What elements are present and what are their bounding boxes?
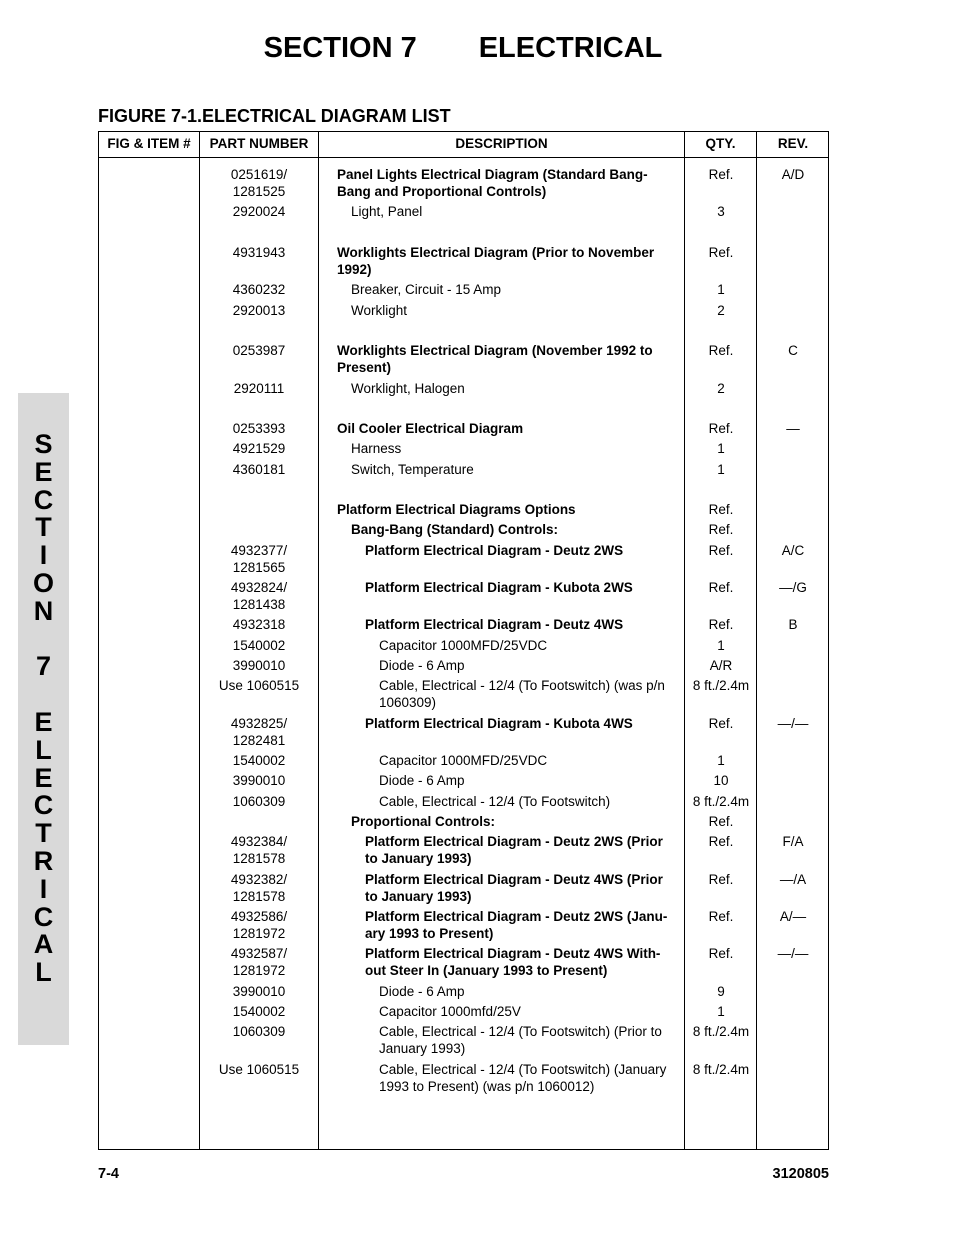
side-tab-letter: I xyxy=(39,540,48,571)
rev-cell: —/— xyxy=(777,946,809,961)
side-tab-letter: T xyxy=(35,818,52,849)
qty-cell: Ref. xyxy=(708,502,734,517)
side-tab-letter: I xyxy=(39,873,48,904)
qty-cell: Ref. xyxy=(708,543,734,558)
part-number-cell: 4360232 xyxy=(232,282,286,297)
description-cell: Cable, Electrical - 12/4 (To Footswitch) (Prior to January 1993) xyxy=(379,1024,662,1056)
part-number-cell: 4931943 xyxy=(232,245,286,260)
side-tab-letter: A xyxy=(33,929,54,960)
qty-cell: Ref. xyxy=(708,167,734,182)
part-number-cell: 1540002 xyxy=(232,638,286,653)
qty-cell: Ref. xyxy=(708,522,734,537)
side-tab-letter: N xyxy=(33,595,54,626)
qty-cell: 1 xyxy=(717,1004,725,1019)
qty-cell: 2 xyxy=(717,303,725,318)
qty-cell: Ref. xyxy=(708,245,734,260)
rev-cell: —/— xyxy=(777,716,809,731)
description-cell: Cable, Electrical - 12/4 (To Footswitch) xyxy=(379,794,611,809)
part-number-cell: 4932377/ 1281565 xyxy=(230,543,288,575)
description-cell: Platform Electrical Diagram - Deutz 4WS xyxy=(365,617,624,632)
part-number-cell: 4360181 xyxy=(232,462,286,477)
figure-title: FIGURE 7-1.ELECTRICAL DIAGRAM LIST xyxy=(98,106,451,126)
description-cell: Capacitor 1000MFD/25VDC xyxy=(379,753,548,768)
side-tab-letter: E xyxy=(34,456,53,487)
qty-cell: Ref. xyxy=(708,716,734,731)
part-number-cell: 2920024 xyxy=(232,204,286,219)
description-cell: Capacitor 1000MFD/25VDC xyxy=(379,638,548,653)
side-tab-letter: E xyxy=(34,762,53,793)
rev-cell: — xyxy=(786,421,800,436)
side-tab-letter: C xyxy=(33,901,54,932)
description-cell: Platform Electrical Diagram - Deutz 2WS (Janu- ary 1993 to Present) xyxy=(365,909,668,941)
part-number-cell: 2920111 xyxy=(233,381,285,396)
side-tab-letter: R xyxy=(33,845,54,876)
qty-cell: 1 xyxy=(717,753,725,768)
qty-cell: Ref. xyxy=(708,814,734,829)
description-cell: Diode - 6 Amp xyxy=(379,658,465,673)
header-divider xyxy=(99,157,828,158)
side-tab-letter: L xyxy=(35,734,52,765)
qty-cell: Ref. xyxy=(708,834,734,849)
part-number-cell: 4921529 xyxy=(232,441,286,456)
part-number-cell: 1060309 xyxy=(232,1024,286,1039)
side-tab-letter: C xyxy=(33,790,54,821)
column-header-qty: QTY. xyxy=(705,136,736,151)
qty-cell: 10 xyxy=(713,773,729,788)
part-number-cell: 1540002 xyxy=(232,1004,286,1019)
part-number-cell: 2920013 xyxy=(232,303,286,318)
description-cell: Platform Electrical Diagrams Options xyxy=(337,502,576,517)
side-tab-letter xyxy=(18,626,69,654)
description-cell: Cable, Electrical - 12/4 (To Footswitch) (January 1993 to Present) (was p/n 1060012) xyxy=(379,1062,667,1094)
part-number-cell: 4932384/ 1281578 xyxy=(230,834,288,866)
qty-cell: A/R xyxy=(709,658,733,673)
column-divider xyxy=(199,132,200,1149)
section-title xyxy=(0,32,926,65)
description-cell: Diode - 6 Amp xyxy=(379,773,465,788)
part-number-cell: 4932586/ 1281972 xyxy=(230,909,288,941)
description-cell: Worklight, Halogen xyxy=(351,381,465,396)
part-number-cell: Use 1060515 xyxy=(218,678,300,693)
parts-table xyxy=(98,131,829,1150)
part-number-cell: 1060309 xyxy=(232,794,286,809)
part-number-cell: 0253987 xyxy=(232,343,286,358)
rev-cell: A/C xyxy=(781,543,805,558)
qty-cell: Ref. xyxy=(708,421,734,436)
rev-cell: B xyxy=(788,617,798,632)
rev-cell: —/G xyxy=(779,580,807,595)
description-cell: Oil Cooler Electrical Diagram xyxy=(337,421,524,436)
column-header-description: DESCRIPTION xyxy=(455,136,548,151)
qty-cell: 8 ft./2.4m xyxy=(692,1024,750,1039)
description-cell: Platform Electrical Diagram - Deutz 2WS xyxy=(365,543,624,558)
section-name: ELECTRICAL xyxy=(478,32,663,64)
side-tab-letter: C xyxy=(33,484,54,515)
part-number-cell: 0253393 xyxy=(232,421,286,436)
qty-cell: Ref. xyxy=(708,872,734,887)
description-cell: Proportional Controls: xyxy=(351,814,495,829)
rev-cell: C xyxy=(788,343,798,358)
qty-cell: Ref. xyxy=(708,580,734,595)
part-number-cell: 3990010 xyxy=(232,984,286,999)
side-tab-letter: T xyxy=(35,512,52,543)
part-number-cell: 4932382/ 1281578 xyxy=(230,872,288,904)
rev-cell: —/A xyxy=(779,872,807,887)
side-tab-letter xyxy=(18,681,69,709)
column-header-fig-item: FIG & ITEM # xyxy=(107,136,191,151)
part-number-cell: 1540002 xyxy=(232,753,286,768)
description-cell: Bang-Bang (Standard) Controls: xyxy=(351,522,558,537)
part-number-cell: 0251619/ 1281525 xyxy=(230,167,288,199)
description-cell: Platform Electrical Diagram - Deutz 4WS (Prior to January 1993) xyxy=(365,872,663,904)
side-tab-letter: O xyxy=(32,567,54,598)
qty-cell: 1 xyxy=(717,462,725,477)
part-number-cell: Use 1060515 xyxy=(218,1062,300,1077)
qty-cell: 1 xyxy=(717,282,725,297)
side-tab-letters xyxy=(18,431,69,987)
description-cell: Capacitor 1000mfd/25V xyxy=(379,1004,521,1019)
description-cell: Cable, Electrical - 12/4 (To Footswitch) (was p/n 1060309) xyxy=(379,678,665,710)
qty-cell: 1 xyxy=(717,441,725,456)
rev-cell: A/D xyxy=(781,167,805,182)
rev-cell: A/— xyxy=(779,909,807,924)
side-tab-letter: S xyxy=(34,429,53,459)
qty-cell: 1 xyxy=(717,638,725,653)
description-cell: Diode - 6 Amp xyxy=(379,984,465,999)
section-side-tab xyxy=(18,393,69,1045)
description-cell: Platform Electrical Diagram - Kubota 4WS xyxy=(365,716,633,731)
description-cell: Platform Electrical Diagram - Deutz 4WS With- out Steer In (January 1993 to Present) xyxy=(365,946,661,978)
qty-cell: 9 xyxy=(717,984,725,999)
qty-cell: Ref. xyxy=(708,343,734,358)
part-number-cell: 3990010 xyxy=(232,773,286,788)
description-cell: Platform Electrical Diagram - Kubota 2WS xyxy=(365,580,633,595)
page-number: 7-4 xyxy=(98,1166,119,1182)
qty-cell: Ref. xyxy=(708,946,734,961)
column-header-rev: REV. xyxy=(777,136,809,151)
description-cell: Platform Electrical Diagram - Deutz 2WS (Prior to January 1993) xyxy=(365,834,663,866)
rev-cell: F/A xyxy=(782,834,804,849)
qty-cell: 8 ft./2.4m xyxy=(692,1062,750,1077)
qty-cell: 2 xyxy=(717,381,725,396)
part-number-cell: 4932318 xyxy=(232,617,286,632)
description-cell: Worklights Electrical Diagram (Prior to November 1992) xyxy=(337,245,655,277)
part-number-cell: 3990010 xyxy=(232,658,286,673)
side-tab-letter: 7 xyxy=(35,651,52,682)
qty-cell: 8 ft./2.4m xyxy=(692,678,750,693)
qty-cell: 3 xyxy=(717,204,725,219)
section-number: SECTION 7 xyxy=(263,32,417,64)
description-cell: Breaker, Circuit - 15 Amp xyxy=(351,282,502,297)
description-cell: Switch, Temperature xyxy=(351,462,474,477)
qty-cell: 8 ft./2.4m xyxy=(692,794,750,809)
part-number-cell: 4932825/ 1282481 xyxy=(230,716,288,748)
description-cell: Harness xyxy=(351,441,402,456)
description-cell: Light, Panel xyxy=(351,204,423,219)
qty-cell: Ref. xyxy=(708,617,734,632)
description-cell: Worklights Electrical Diagram (November 1992 to Present) xyxy=(337,343,653,375)
qty-cell: Ref. xyxy=(708,909,734,924)
description-cell: Worklight xyxy=(351,303,408,318)
document-number: 3120805 xyxy=(772,1166,829,1182)
column-header-part-number: PART NUMBER xyxy=(209,136,309,151)
side-tab-letter: L xyxy=(35,957,52,988)
column-divider xyxy=(318,132,319,1149)
side-tab-letter: E xyxy=(34,706,53,737)
part-number-cell: 4932824/ 1281438 xyxy=(230,580,288,612)
description-cell: Panel Lights Electrical Diagram (Standard Bang- Bang and Proportional Controls) xyxy=(337,167,648,199)
part-number-cell: 4932587/ 1281972 xyxy=(230,946,288,978)
